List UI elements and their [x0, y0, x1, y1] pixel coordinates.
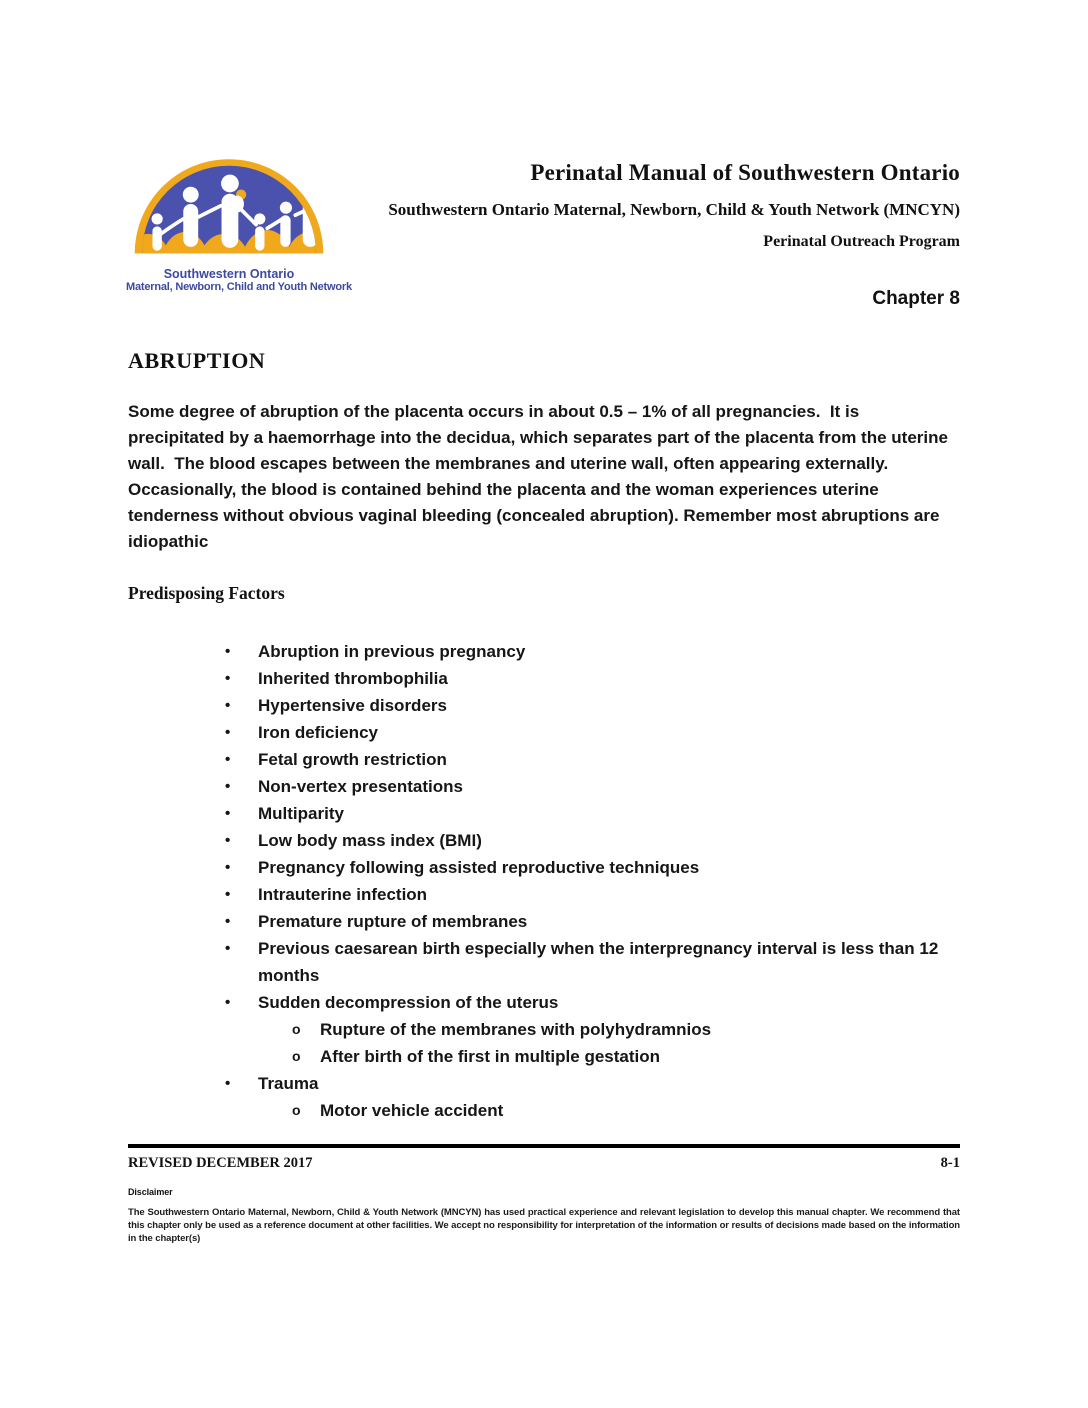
list-item-label: Fetal growth restriction [258, 750, 447, 769]
page-footer [128, 1144, 960, 1245]
document-header [300, 160, 960, 251]
sub-list-item [258, 1043, 960, 1070]
list-item-label: Intrauterine infection [258, 885, 428, 904]
list-item-label: Abruption in previous pregnancy [258, 642, 526, 661]
list-item [225, 746, 960, 773]
circle-bullet-icon: o [292, 1021, 301, 1037]
disclaimer-text: The Southwestern Ontario Maternal, Newborn, Child & Youth Network (MNCYN) has used practical experience and relevant legislation to develop this manual chapter. We recommend that this chapter only be used as a reference document at other facilities. We accept no responsibility for interpretation of the information or results of decisions made based on the information in the chapter(s) [128, 1207, 960, 1244]
document-subtitle: Southwestern Ontario Maternal, Newborn, Child & Youth Network (MNCYN) [388, 200, 960, 219]
list-item [225, 908, 960, 935]
chapter-label: Chapter 8 [872, 288, 960, 309]
sub-list-item-label: Rupture of the membranes with polyhydramnios [320, 1020, 712, 1039]
bullet-icon: • [225, 670, 231, 687]
bullet-icon: • [225, 913, 231, 930]
bullet-icon: • [225, 751, 231, 768]
family-dome-logo-icon [131, 148, 327, 260]
bullet-icon: • [225, 940, 231, 957]
sub-list-item-label: After birth of the first in multiple gestation [320, 1047, 660, 1066]
list-item [225, 692, 960, 719]
circle-bullet-icon: o [292, 1102, 301, 1118]
list-item [225, 989, 960, 1070]
bullet-icon: • [225, 724, 231, 741]
sub-list [258, 1097, 960, 1124]
list-item [225, 854, 960, 881]
bullet-icon: • [225, 994, 231, 1011]
section-heading-predisposing-factors: Predisposing Factors [128, 583, 285, 603]
intro-paragraph: Some degree of abruption of the placenta occurs in about 0.5 – 1% of all pregnancies. It is precipitated by a haemorrhage into the decidua, which separates part of the placenta from the uterine wall. The blood escapes between the membranes and uterine wall, often appearing externally. Occasionally, the blood is contained behind the placenta and the woman experiences uterine tenderness without obvious vaginal bleeding (concealed abruption). Remember most abruptions are idiopathic [128, 402, 953, 551]
list-item-label: Previous caesarean birth especially when the interpregnancy interval is less than 12 months [258, 939, 939, 985]
bullet-icon: • [225, 805, 231, 822]
revision-date: REVISED DECEMBER 2017 [128, 1155, 313, 1171]
page-number: 8-1 [940, 1155, 960, 1171]
list-item-label: Non-vertex presentations [258, 777, 463, 796]
bullet-icon: • [225, 697, 231, 714]
main-content [128, 348, 960, 1124]
bullet-icon: • [225, 1075, 231, 1092]
sub-list-item [258, 1097, 960, 1124]
page-title: ABRUPTION [128, 348, 266, 373]
list-item [225, 665, 960, 692]
list-item-label: Multiparity [258, 804, 344, 823]
list-item-label: Pregnancy following assisted reproductive techniques [258, 858, 700, 877]
document-title: Perinatal Manual of Southwestern Ontario [530, 160, 960, 185]
list-item-label: Iron deficiency [258, 723, 378, 742]
sub-list-item-label: Motor vehicle accident [320, 1101, 504, 1120]
circle-bullet-icon: o [292, 1048, 301, 1064]
footer-divider [128, 1144, 960, 1148]
list-item [225, 800, 960, 827]
bullet-icon: • [225, 859, 231, 876]
list-item [225, 1070, 960, 1124]
logo-caption-line2: Maternal, Newborn, Child and Youth Network [126, 281, 352, 293]
list-item [225, 881, 960, 908]
disclaimer-label: Disclaimer [128, 1187, 173, 1197]
list-item-label: Trauma [258, 1074, 319, 1093]
predisposing-factors-list [225, 638, 960, 1124]
logo-caption-line1: Southwestern Ontario [163, 267, 295, 281]
bullet-icon: • [225, 886, 231, 903]
sub-list-item [258, 1016, 960, 1043]
list-item [225, 719, 960, 746]
bullet-icon: • [225, 778, 231, 795]
program-name: Perinatal Outreach Program [763, 233, 960, 250]
list-item-label: Low body mass index (BMI) [258, 831, 482, 850]
list-item-label: Inherited thrombophilia [258, 669, 448, 688]
list-item [225, 638, 960, 665]
list-item [225, 827, 960, 854]
list-item [225, 935, 960, 989]
sub-list [258, 1016, 960, 1070]
bullet-icon: • [225, 643, 231, 660]
list-item-label: Sudden decompression of the uterus [258, 993, 559, 1012]
list-item-label: Premature rupture of membranes [258, 912, 528, 931]
bullet-icon: • [225, 832, 231, 849]
list-item-label: Hypertensive disorders [258, 696, 447, 715]
list-item [225, 773, 960, 800]
